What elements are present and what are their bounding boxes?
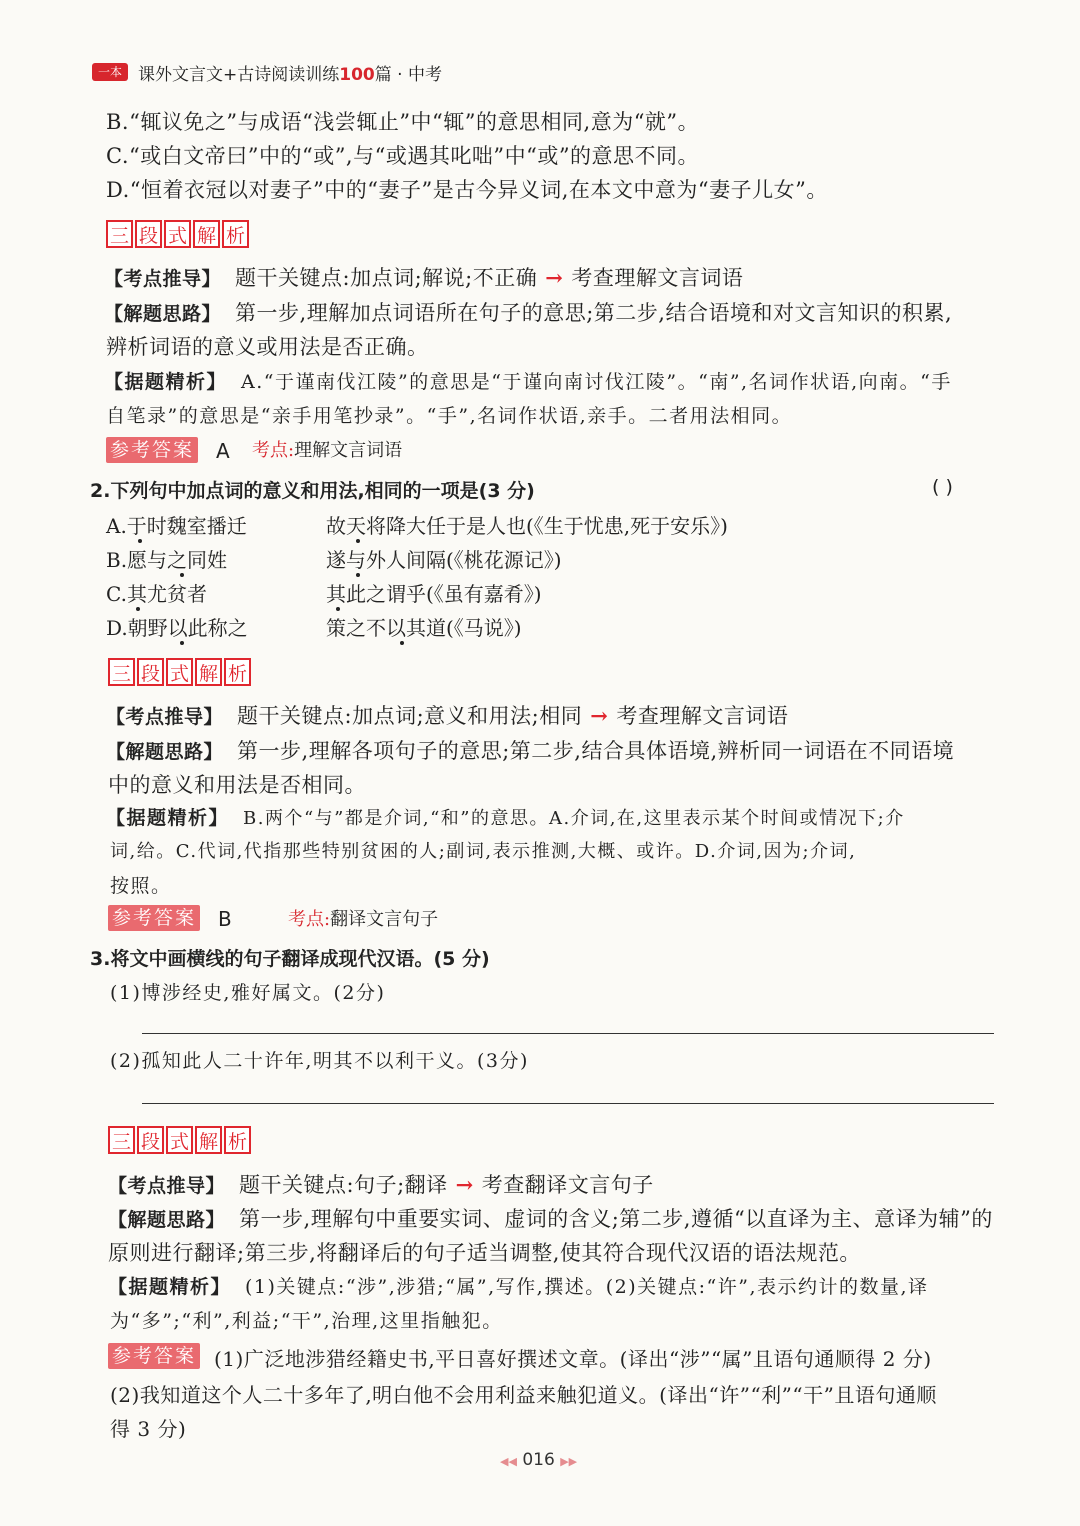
header-title-num: 100 [339, 65, 375, 85]
kaodian-result: 考查理解文言词语 [571, 266, 744, 290]
jingxi-text: B.两个“与”都是介词,“和”的意思。A.介词,在,这里表示某个时间或情况下;介 [243, 808, 905, 829]
emphasis-dot [138, 539, 142, 543]
q2-jingxi [106, 803, 905, 830]
page-right-marker-icon: ▶▶ [560, 1455, 578, 1468]
jieti-text: 第一步,理解句中重要实词、虚词的含义;第二步,遵循“以直译为主、意译为辅”的 [239, 1207, 993, 1231]
q2-option-b-right: 遂与外人间隔(《桃花源记》) [326, 548, 562, 572]
q2-answer: B [218, 907, 232, 931]
tag-char: 解 [193, 220, 220, 248]
tag-char: 三 [106, 220, 133, 248]
note-label: 考点: [252, 440, 295, 461]
series-logo: 一本 [92, 63, 128, 81]
q2-stem: 2.下列句中加点词的意义和用法,相同的一项是(3 分) [90, 480, 535, 502]
label-kaodian: 【考点推导】 [106, 706, 224, 728]
emphasis-dot [180, 573, 184, 577]
tag-char: 三 [108, 1126, 135, 1154]
q2-jieti [106, 735, 954, 765]
q2-option-d-right: 策之不以其道(《马说》) [326, 616, 522, 640]
emphasis-dot [136, 607, 140, 611]
arrow-icon: → [590, 703, 609, 728]
tag-char: 式 [166, 1126, 193, 1154]
label-jingxi: 【据题精析】 [108, 1276, 232, 1298]
tag-char: 析 [224, 1126, 251, 1154]
page-number [500, 1450, 577, 1470]
tag-char: 段 [135, 220, 162, 248]
kaodian-key: 题干关键点:加点词;意义和用法;相同 [237, 704, 583, 728]
page-number-text: 016 [522, 1450, 555, 1470]
label-kaodian: 【考点推导】 [104, 268, 222, 290]
emphasis-dot [180, 641, 184, 645]
q2-jingxi-cont: 词,给。C.代词,代指那些特别贫困的人;副词,表示推测,大概、或许。D.介词,因为;介词, [110, 841, 857, 862]
kaodian-result: 考查翻译文言句子 [481, 1173, 654, 1197]
tag-char: 式 [166, 658, 193, 686]
jieti-text: 第一步,理解加点词语所在句子的意思;第二步,结合语境和对文言知识的积累, [235, 301, 953, 325]
q1-kaodian [104, 262, 743, 292]
kaodian-key: 题干关键点:加点词;解说;不正确 [235, 266, 538, 290]
q1-kaodian-note [252, 436, 402, 462]
label-jieti: 【解题思路】 [104, 303, 222, 325]
q2-option-a-left: A.于时魏室播迁 [106, 514, 247, 538]
q3-sentence-2: (2)孤知此人二十许年,明其不以利干义。(3分) [110, 1050, 529, 1072]
tag-char: 段 [137, 1126, 164, 1154]
q3-sentence-1: (1)博涉经史,雅好属文。(2分) [110, 982, 386, 1004]
q1-option-c: C.“或白文帝曰”中的“或”,与“或遇其叱咄”中“或”的意思不同。 [106, 144, 700, 168]
note-text: 理解文言词语 [294, 440, 403, 461]
q3-answer-3: 得 3 分) [110, 1417, 187, 1441]
jingxi-text: A.“于谨南伐江陵”的意思是“于谨向南讨伐江陵”。“南”,名词作状语,向南。“手 [241, 371, 952, 393]
kaodian-key: 题干关键点:句子;翻译 [239, 1173, 448, 1197]
running-header [138, 60, 442, 85]
tag-char: 段 [137, 658, 164, 686]
q3-answer-2: (2)我知道这个人二十多年了,明白他不会用利益来触犯道义。(译出“许”“利”“干”且语句通顺 [110, 1383, 937, 1407]
note-text: 翻译文言句子 [330, 909, 439, 930]
page-left-marker-icon: ◀◀ [500, 1455, 517, 1468]
q2-option-a-right: 故天将降大任于是人也(《生于忧患,死于安乐》) [326, 514, 728, 538]
label-jieti: 【解题思路】 [108, 1209, 226, 1231]
answer-tag: 参考答案 [108, 905, 200, 931]
q3-answer-1: (1)广泛地涉猎经籍史书,平日喜好撰述文章。(译出“涉”“属”且语句通顺得 2 分) [214, 1347, 932, 1371]
arrow-icon: → [545, 265, 564, 290]
emphasis-dot [356, 539, 360, 543]
label-jingxi: 【据题精析】 [106, 807, 230, 829]
q2-option-c-left: C.其尤贫者 [106, 582, 207, 606]
section-tag-analysis [106, 220, 249, 248]
q2-option-d-left: D.朝野以此称之 [106, 616, 248, 640]
q1-answer: A [216, 439, 230, 463]
emphasis-dot [400, 641, 404, 645]
label-jingxi: 【据题精析】 [104, 371, 228, 393]
header-title-pre: 课外文言文+古诗阅读训练 [138, 65, 340, 85]
tag-char: 解 [195, 1126, 222, 1154]
answer-line-1[interactable] [142, 1033, 994, 1034]
label-kaodian: 【考点推导】 [108, 1175, 226, 1197]
header-title-post: 篇 · 中考 [374, 65, 442, 85]
q1-jieti-cont: 辨析词语的意义或用法是否正确。 [106, 335, 429, 359]
q3-jingxi [108, 1272, 929, 1299]
tag-char: 析 [222, 220, 249, 248]
tag-char: 式 [164, 220, 191, 248]
q3-jingxi-cont: 为“多”;“利”,利益;“干”,治理,这里指触犯。 [110, 1310, 503, 1332]
q2-kaodian [106, 700, 788, 730]
tag-char: 析 [224, 658, 251, 686]
q1-jieti [104, 297, 952, 327]
q3-kaodian [108, 1169, 654, 1199]
q3-stem: 3.将文中画横线的句子翻译成现代汉语。(5 分) [90, 948, 490, 970]
q2-option-c-right: 其此之谓乎(《虽有嘉肴》) [326, 582, 542, 606]
kaodian-result: 考查理解文言词语 [616, 704, 789, 728]
q2-option-b-left: B.愿与之同姓 [106, 548, 228, 572]
q2-kaodian-note [288, 905, 438, 931]
q3-jieti-cont: 原则进行翻译;第三步,将翻译后的句子适当调整,使其符合现代汉语的语法规范。 [108, 1241, 861, 1265]
arrow-icon: → [455, 1172, 474, 1197]
label-jieti: 【解题思路】 [106, 741, 224, 763]
q1-option-d: D.“恒着衣冠以对妻子”中的“妻子”是古今异义词,在本文中意为“妻子儿女”。 [106, 178, 828, 202]
tag-char: 解 [195, 658, 222, 686]
q3-jieti [108, 1203, 993, 1233]
q1-jingxi [104, 367, 952, 394]
answer-line-2[interactable] [142, 1103, 994, 1104]
q2-jieti-cont: 中的意义和用法是否相同。 [108, 773, 366, 797]
jieti-text: 第一步,理解各项句子的意思;第二步,结合具体语境,辨析同一词语在不同语境 [237, 739, 955, 763]
answer-tag: 参考答案 [106, 437, 198, 463]
q1-jingxi-cont: 自笔录”的意思是“亲手用笔抄录”。“手”,名词作状语,亲手。二者用法相同。 [106, 405, 793, 427]
q2-jingxi-cont2: 按照。 [110, 875, 172, 897]
emphasis-dot [336, 607, 340, 611]
section-tag-analysis [108, 658, 251, 686]
answer-tag: 参考答案 [108, 1343, 200, 1369]
jingxi-text: (1)关键点:“涉”,涉猎;“属”,写作,撰述。(2)关键点:“许”,表示约计的数量,译 [245, 1276, 929, 1298]
q2-answer-blank[interactable]: ( ) [932, 476, 953, 498]
q1-option-b: B.“辄议免之”与成语“浅尝辄止”中“辄”的意思相同,意为“就”。 [106, 110, 700, 134]
tag-char: 三 [108, 658, 135, 686]
note-label: 考点: [288, 909, 331, 930]
emphasis-dot [356, 573, 360, 577]
section-tag-analysis [108, 1126, 251, 1154]
